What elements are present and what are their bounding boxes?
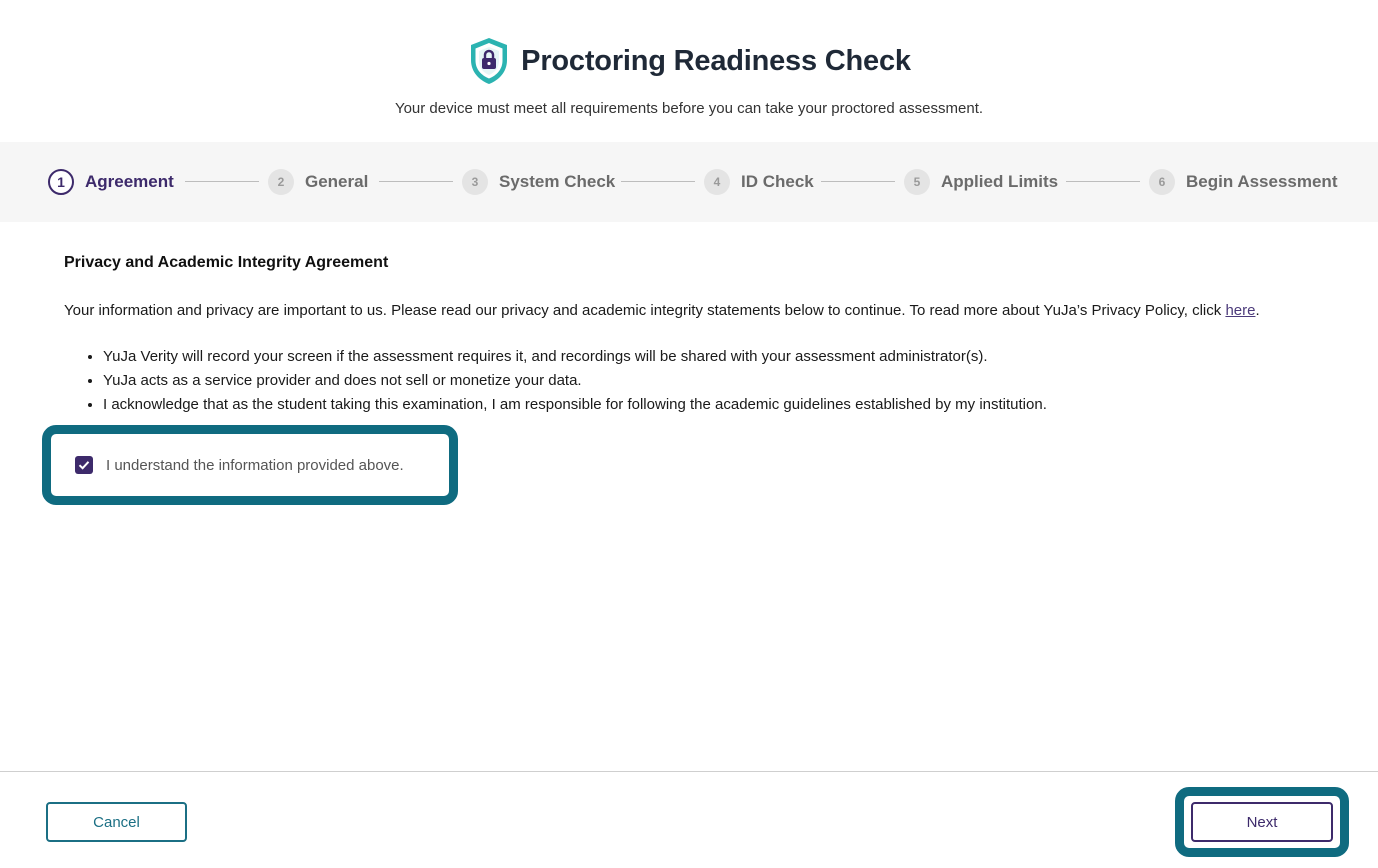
step-number: 5 — [904, 169, 930, 195]
step-agreement — [48, 169, 174, 195]
step-number: 4 — [704, 169, 730, 195]
step-connector — [185, 181, 259, 182]
intro-text — [64, 302, 1354, 319]
intro-text-body: Your information and privacy are important to us. Please read our privacy and academic integrity statements below to continue. To read more about YuJa’s Privacy Policy, click — [64, 302, 1226, 319]
list-item: • I acknowledge that as the student taking this examination, I am responsible for following the academic guidelines established by my institution. — [103, 393, 1354, 417]
step-connector — [379, 181, 453, 182]
section-title: Privacy and Academic Integrity Agreement — [64, 254, 389, 271]
step-begin-assessment — [1149, 169, 1337, 195]
step-number: 1 — [48, 169, 74, 195]
next-button[interactable]: Next — [1191, 802, 1333, 842]
list-item: • YuJa acts as a service provider and does not sell or monetize your data. — [103, 369, 1354, 393]
checkmark-icon — [77, 458, 91, 472]
next-button-highlight — [1175, 787, 1349, 857]
agreement-content — [64, 254, 1354, 417]
list-item: • YuJa Verity will record your screen if the assessment requires it, and recordings will be shared with your assessment administrator(s). — [103, 345, 1354, 369]
progress-stepper — [0, 142, 1378, 222]
intro-text-end: . — [1255, 302, 1260, 319]
step-label: ID Check — [741, 172, 814, 191]
page-title: Proctoring Readiness Check — [521, 44, 911, 77]
understand-checkbox-label[interactable]: I understand the information provided above. — [106, 456, 404, 474]
title-row — [0, 36, 1378, 86]
page-header — [0, 0, 1378, 142]
step-label: Begin Assessment — [1186, 172, 1338, 191]
step-number: 2 — [268, 169, 294, 195]
privacy-policy-link[interactable]: here — [1225, 302, 1256, 319]
step-label: Agreement — [85, 172, 174, 191]
step-connector — [621, 181, 695, 182]
agreement-checkbox-container — [42, 425, 458, 505]
shield-lock-icon — [467, 36, 511, 86]
step-id-check — [704, 169, 814, 195]
step-number: 3 — [462, 169, 488, 195]
step-general — [268, 169, 368, 195]
step-number: 6 — [1149, 169, 1175, 195]
step-applied-limits — [904, 169, 1058, 195]
page-subtitle: Your device must meet all requirements before you can take your proctored assessment. — [394, 100, 984, 117]
step-connector — [821, 181, 895, 182]
statement-list — [64, 345, 1354, 417]
understand-checkbox[interactable] — [75, 456, 93, 474]
step-label: System Check — [499, 172, 616, 191]
step-label: Applied Limits — [941, 172, 1059, 191]
step-system-check — [462, 169, 615, 195]
step-connector — [1066, 181, 1140, 182]
step-label: General — [305, 172, 369, 191]
footer-divider — [0, 771, 1378, 772]
cancel-button[interactable]: Cancel — [46, 802, 187, 842]
